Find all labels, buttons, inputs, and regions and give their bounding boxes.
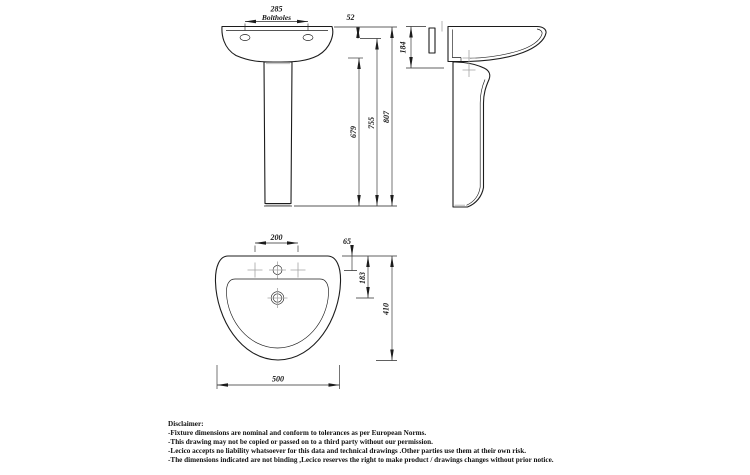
disclaimer-line: -The dimensions indicated are not binding ,Lecico reserves the right to make product / drawings changes without prior notice.: [168, 456, 554, 464]
top-view: [215, 233, 397, 389]
dim-basin-underside-height: 679: [349, 126, 358, 138]
front-view: [222, 5, 397, 207]
dim-tap-offset: 65: [343, 237, 351, 246]
disclaimer-line: -Fixture dimensions are nominal and conform to tolerances as per European Norms.: [168, 429, 427, 437]
dim-rim-underside-height: 755: [367, 117, 376, 129]
basin-side-outline: [448, 27, 546, 62]
pedestal-side-outline: [453, 62, 490, 208]
wall-bracket: [429, 28, 435, 53]
disclaimer: [168, 420, 588, 465]
dim-drain-offset: 183: [358, 272, 367, 284]
dim-rim-step: 52: [346, 13, 355, 22]
basin-top-outer-outline: [215, 256, 340, 360]
dim-boltholes-width: 285: [270, 4, 283, 14]
disclaimer-title: Disclaimer:: [168, 420, 204, 428]
side-view-dimensions: [399, 27, 445, 69]
dim-tap-spacing: 200: [270, 233, 283, 242]
disclaimer-line: -This drawing may not be copied or passed on to a third party without our permission.: [168, 438, 433, 446]
pedestal-front-outline: [264, 62, 292, 204]
dim-overall-width: 500: [272, 374, 284, 384]
dim-boltholes-label: Boltholes: [261, 13, 292, 22]
dim-overall-depth: 410: [381, 303, 391, 315]
basin-front-outline: [222, 27, 333, 63]
side-view: [399, 21, 547, 207]
dim-basin-apron-depth: 184: [398, 41, 408, 54]
dim-overall-height: 807: [382, 111, 391, 123]
disclaimer-line: -Lecico accepts no liability whatsoever for this data and technical drawings .Other parties use them at their own risk.: [168, 447, 527, 455]
